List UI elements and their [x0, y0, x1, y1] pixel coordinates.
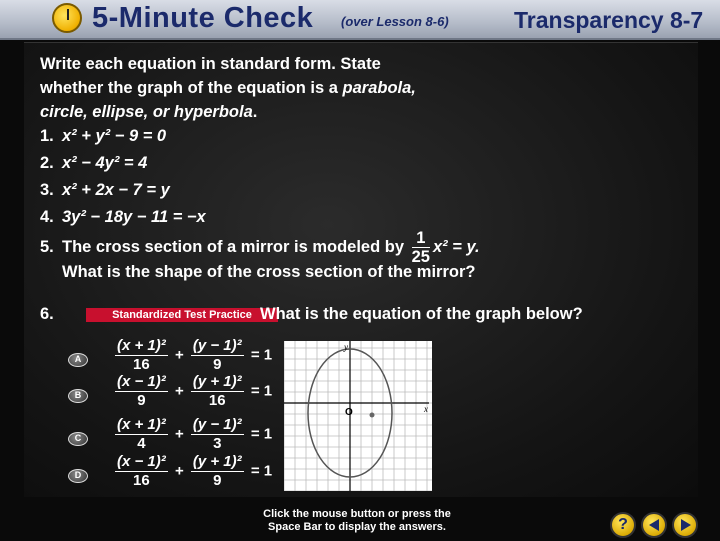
- choice-equation: [112, 337, 272, 374]
- footer-hint: [232, 508, 482, 534]
- ellipse-graph: [284, 341, 432, 491]
- header-bar: [0, 0, 720, 40]
- operator: +: [174, 382, 184, 400]
- problem-6-number: 6.: [40, 305, 54, 323]
- term-1-numerator: (x + 1)²: [117, 416, 166, 433]
- term-1: [115, 416, 168, 453]
- footer-line-1: Click the mouse button or press the: [263, 508, 451, 520]
- problem-1: [40, 127, 166, 146]
- x-axis-label: x: [424, 404, 428, 414]
- term-2-denominator: 3: [213, 435, 222, 452]
- problem-equation: x² = y.: [432, 237, 480, 256]
- problem-number: 3.: [40, 181, 54, 199]
- chalkboard: [24, 42, 698, 497]
- problem-2: [40, 154, 147, 173]
- term-1-denominator: 16: [133, 356, 150, 373]
- instructions-line-1: Write each equation in standard form. State: [40, 55, 381, 73]
- fraction-denominator: 25: [411, 248, 430, 266]
- operator: +: [174, 462, 184, 480]
- lesson-subtitle: (over Lesson 8-6): [341, 14, 449, 29]
- problem-6-question: What is the equation of the graph below?: [260, 305, 583, 323]
- right-hand-side: = 1: [250, 382, 273, 400]
- term-1: [115, 373, 168, 410]
- problem-text: The cross section of a mirror is modeled by: [62, 237, 405, 256]
- problem-5-line-2: What is the shape of the cross section of the mirror?: [62, 263, 476, 281]
- center-point: [370, 413, 375, 418]
- term-1-numerator: (x − 1)²: [117, 373, 166, 390]
- standardized-test-badge: Standardized Test Practice: [86, 308, 278, 322]
- problem-number: 4.: [40, 208, 54, 226]
- term-2-numerator: (y + 1)²: [192, 373, 242, 390]
- right-hand-side: = 1: [250, 462, 273, 480]
- term-1-numerator: (x − 1)²: [117, 453, 166, 470]
- instructions-text: whether the graph of the equation is a: [40, 79, 343, 97]
- instructions-line-3: [40, 103, 257, 122]
- problem-number: 2.: [40, 154, 54, 172]
- term-1: [115, 453, 168, 490]
- problem-equation: x² + y² − 9 = 0: [62, 127, 167, 145]
- operator: +: [174, 425, 184, 443]
- clock-icon: [52, 3, 82, 33]
- next-button[interactable]: [672, 512, 698, 538]
- term-2-denominator: 16: [208, 392, 226, 409]
- term-1-numerator: (x + 1)²: [117, 337, 166, 354]
- term-2-denominator: 9: [213, 472, 222, 489]
- term-2: [191, 453, 244, 490]
- problem-4: [40, 208, 206, 227]
- operator: +: [174, 346, 184, 364]
- help-icon: ?: [618, 516, 628, 533]
- term-2: [191, 416, 244, 453]
- problem-equation: x² − 4y² = 4: [62, 154, 148, 172]
- choice-equation: [112, 373, 272, 410]
- problem-equation: x² + 2x − 7 = y: [62, 181, 170, 199]
- choice-letter-badge: B: [68, 389, 88, 403]
- problem-equation: 3y² − 18y − 11 = −x: [62, 208, 206, 226]
- term-2-numerator: (y + 1)²: [192, 453, 242, 470]
- help-button[interactable]: [610, 512, 636, 538]
- transparency-label: Transparency 8-7: [514, 7, 704, 33]
- footer-line-2: Space Bar to display the answers.: [268, 521, 446, 533]
- y-axis-label: y: [344, 342, 348, 352]
- term-1-denominator: 4: [137, 435, 146, 452]
- choice-letter-badge: D: [68, 469, 88, 483]
- previous-button[interactable]: [641, 512, 667, 538]
- parabola-word: parabola,: [342, 79, 416, 97]
- term-1: [115, 337, 168, 374]
- origin-label: O: [345, 407, 353, 418]
- fraction-numerator: 1: [412, 229, 430, 248]
- problem-number: 1.: [40, 127, 54, 145]
- right-hand-side: = 1: [250, 346, 273, 364]
- term-1-denominator: 9: [137, 392, 146, 409]
- shape-list: circle, ellipse, or hyperbola: [40, 103, 253, 121]
- choice-letter-badge: A: [68, 353, 88, 367]
- triangle-right-icon: [674, 514, 696, 536]
- term-1-denominator: 16: [133, 472, 150, 489]
- fraction: [412, 229, 430, 266]
- instructions-line-2: [40, 79, 416, 98]
- term-2: [191, 373, 244, 410]
- problem-3: [40, 181, 170, 200]
- problem-number: 5.: [40, 237, 54, 256]
- triangle-left-icon: [643, 514, 665, 536]
- period: .: [252, 103, 258, 121]
- right-hand-side: = 1: [250, 425, 273, 443]
- graph-svg: [284, 341, 432, 491]
- choice-equation: [112, 416, 272, 453]
- term-2: [191, 337, 244, 374]
- term-2-numerator: (y − 1)²: [192, 337, 242, 354]
- term-2-numerator: (y − 1)²: [192, 416, 242, 433]
- term-2-denominator: 9: [213, 356, 222, 373]
- problem-5: [40, 229, 480, 266]
- choice-letter-badge: C: [68, 432, 88, 446]
- choice-equation: [112, 453, 272, 490]
- page-title: 5-Minute Check: [92, 2, 314, 34]
